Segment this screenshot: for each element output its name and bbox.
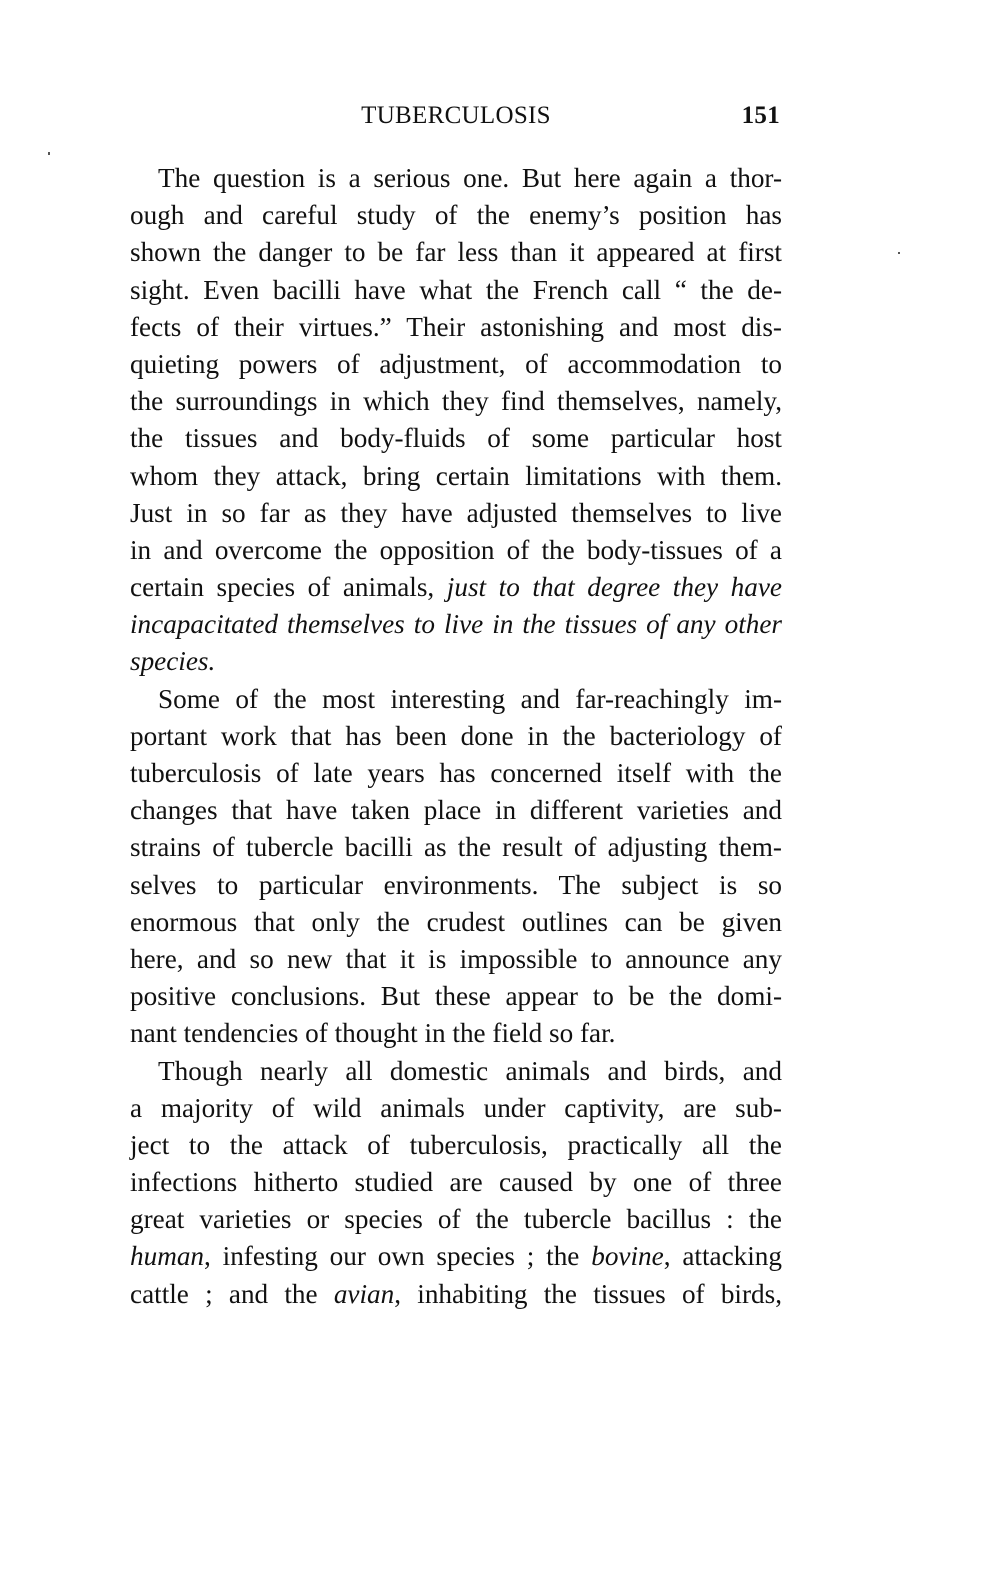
text-run: whom they attack, bring certain limitations with them. [130,460,782,491]
text-run: portant work that has been done in the bacteriology of [130,720,782,751]
text-line [130,1276,782,1313]
text-line [130,420,782,457]
italic-text: species. [130,646,216,677]
text-run: quieting powers of adjustment, of accommodation to [130,348,782,379]
paragraph [130,681,782,1053]
text-line [130,643,782,680]
paragraph [130,1053,782,1313]
text-line [130,1053,782,1090]
text-line [130,829,782,866]
text-run: ough and careful study of the enemy’s position has [130,200,782,231]
text-run: enormous that only the crudest outlines can be given [130,906,782,937]
text-line [130,792,782,829]
text-run: shown the danger to be far less than it appeared at first [130,237,782,268]
text-run: Though nearly all domestic animals and birds, and [158,1055,782,1086]
text-run: a majority of wild animals under captivity, are sub- [130,1092,782,1123]
text-line [130,234,782,271]
text-run: infections hitherto studied are caused by one of three [130,1167,782,1198]
text-line [130,1127,782,1164]
text-run: the surroundings in which they find themselves, namely, [130,386,782,417]
text-line [130,681,782,718]
text-run: cattle ; and the [130,1278,334,1309]
text-line [130,569,782,606]
text-line [130,755,782,792]
italic-text: avian [333,1278,395,1309]
text-line [130,532,782,569]
text-line [130,346,782,383]
text-run: fects of their virtues.” Their astonishing and most dis- [130,311,782,342]
text-run: ject to the attack of tuberculosis, practically all the [130,1129,782,1160]
text-line [130,458,782,495]
text-run: positive conclusions. But these appear to be the domi- [130,981,782,1012]
text-line [130,1090,782,1127]
text-line [130,1164,782,1201]
text-run: Just in so far as they have adjusted themselves to live [130,497,782,528]
text-line [130,197,782,234]
book-page [130,98,782,1313]
text-line [130,941,782,978]
text-run: here, and so new that it is impossible to announce any [130,943,782,974]
page-number: 151 [741,102,780,129]
running-header [130,98,782,138]
italic-text: incapacitated themselves to live in the tissues of any other [130,609,782,640]
text-line [130,1238,782,1275]
text-run: nant tendencies of thought in the field so far. [130,1018,616,1049]
italic-text: human [130,1241,205,1272]
text-line [130,309,782,346]
text-line [130,718,782,755]
text-line [130,495,782,532]
text-run: changes that have taken place in different varieties and [130,795,782,826]
text-line [130,978,782,1015]
text-line [130,160,782,197]
text-run: , attacking [663,1241,782,1272]
text-line [130,1201,782,1238]
text-line [130,383,782,420]
text-line [130,867,782,904]
text-run: selves to particular environments. The subject is so [130,869,782,900]
text-run: certain species of animals, [130,572,447,603]
italic-text: just to that degree they have [446,572,782,603]
text-run: in and overcome the opposition of the body-tissues of a [130,534,782,565]
text-run: sight. Even bacilli have what the French call “ the de- [130,274,782,305]
text-run: great varieties or species of the tubercle bacillus : the [130,1204,782,1235]
text-run: tuberculosis of late years has concerned itself with the [130,758,782,788]
text-run: , infesting our own species ; the [204,1241,592,1272]
running-title: TUBERCULOSIS [361,102,551,129]
body-text [130,160,782,1313]
scan-speck [898,252,900,254]
text-run: The question is a serious one. But here again a thor- [158,163,782,193]
text-line [130,272,782,309]
text-run: , inhabiting the tissues of birds, [394,1278,782,1309]
text-line [130,904,782,941]
text-run: the tissues and body-fluids of some particular host [130,423,782,454]
paragraph [130,160,782,681]
text-run: strains of tubercle bacilli as the result of adjusting them- [130,832,782,863]
scan-speck [48,152,50,155]
text-run: Some of the most interesting and far-reachingly im- [158,683,782,714]
text-line [130,1015,782,1052]
text-line [130,606,782,643]
italic-text: bovine [591,1241,664,1272]
